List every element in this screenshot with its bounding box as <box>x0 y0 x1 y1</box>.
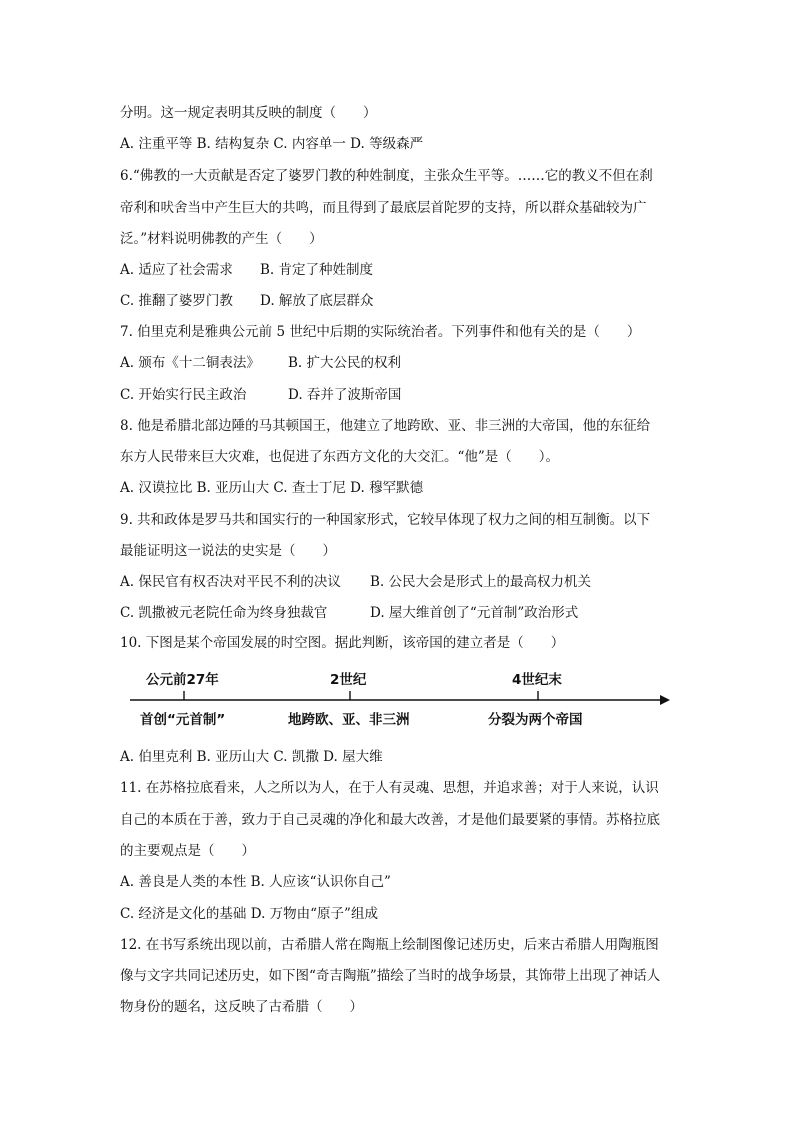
empire-timeline <box>120 664 680 734</box>
timeline-date: 2世纪 <box>330 672 367 688</box>
question-12-text: 像与文字共同记述历史，如下图“奇吉陶瓶”描绘了当时的战争场景，其饰带上出现了神话人 <box>120 968 661 984</box>
question-11-text: 自己的本质在于善，致力于自己灵魂的净化和最大改善，才是他们最要紧的事情。苏格拉底 <box>120 812 660 828</box>
text-line: 分明。这一规定表明其反映的制度（ ） <box>120 105 377 121</box>
answer-options: A. 伯里克利 B. 亚历山大 C. 凯撒 D. 屋大维 <box>120 749 383 765</box>
question-9-text: 最能证明这一说法的史实是（ ） <box>120 543 336 559</box>
option-c: C. 推翻了婆罗门教 <box>120 293 233 309</box>
option-d: D. 解放了底层群众 <box>260 293 374 309</box>
option-d: D. 吞并了波斯帝国 <box>288 387 402 403</box>
option-b: B. 扩大公民的权利 <box>288 355 402 371</box>
answer-options: A. 汉谟拉比 B. 亚历山大 C. 查士丁尼 D. 穆罕默德 <box>120 480 424 496</box>
option-a: A. 适应了社会需求 <box>120 262 233 278</box>
question-7-text: 7. 伯里克利是雅典公元前 5 世纪中后期的实际统治者。下列事件和他有关的是（ ） <box>120 324 641 340</box>
question-12-text: 12. 在书写系统出现以前，古希腊人常在陶瓶上绘制图像记述历史，后来古希腊人用陶瓶图 <box>120 937 659 953</box>
answer-options: C. 经济是文化的基础 D. 万物由“原子”组成 <box>120 906 378 922</box>
option-b: B. 公民大会是形式上的最高权力机关 <box>370 574 592 590</box>
question-10-text: 10. 下图是某个帝国发展的时空图。据此判断，该帝国的建立者是（ ） <box>120 635 565 651</box>
answer-options: A. 注重平等 B. 结构复杂 C. 内容单一 D. 等级森严 <box>120 136 424 152</box>
answer-options <box>120 354 684 372</box>
answer-options <box>120 573 684 591</box>
timeline-event: 首创“元首制” <box>140 712 226 728</box>
question-11-text: 11. 在苏格拉底看来，人之所以为人，在于人有灵魂、思想，并追求善；对于人来说，认识 <box>120 780 659 796</box>
option-c: C. 凯撒被元老院任命为终身独裁官 <box>120 605 328 621</box>
question-6-text: 6.“佛教的一大贡献是否定了婆罗门教的种姓制度，主张众生平等。……它的教义不但在刹 <box>120 168 653 184</box>
option-d: D. 屋大维首创了“元首制”政治形式 <box>370 605 579 621</box>
option-a: A. 颁布《十二铜表法》 <box>120 355 260 371</box>
answer-options <box>120 604 684 622</box>
answer-options <box>120 261 684 279</box>
question-11-text: 的主要观点是（ ） <box>120 843 255 859</box>
answer-options: A. 善良是人类的本性 B. 人应该“认识你自己” <box>120 874 391 890</box>
question-12-text: 物身份的题名，这反映了古希腊（ ） <box>120 999 363 1015</box>
question-8-text: 8. 他是希腊北部边陲的马其顿国王，他建立了地跨欧、亚、非三洲的大帝国，他的东征给 <box>120 418 651 434</box>
option-c: C. 开始实行民主政治 <box>120 387 247 403</box>
question-6-text: 帝利和吠舍当中产生巨大的共鸣，而且得到了最底层首陀罗的支持，所以群众基础较为广 <box>120 200 647 216</box>
question-8-text: 东方人民带来巨大灾难，也促进了东西方文化的大交汇。“他”是（ ）。 <box>120 449 560 465</box>
timeline-date: 公元前27年 <box>146 672 219 688</box>
option-b: B. 肯定了种姓制度 <box>260 262 374 278</box>
timeline-event: 分裂为两个帝国 <box>488 712 583 728</box>
timeline-event: 地跨欧、亚、非三洲 <box>288 712 410 728</box>
question-6-text: 泛。”材料说明佛教的产生（ ） <box>120 231 323 247</box>
answer-options <box>120 292 684 310</box>
timeline-date: 4世纪末 <box>512 672 562 688</box>
answer-options <box>120 386 684 404</box>
question-9-text: 9. 共和政体是罗马共和国实行的一种国家形式，它较早体现了权力之间的相互制衡。以下 <box>120 512 651 528</box>
option-a: A. 保民官有权否决对平民不利的决议 <box>120 574 341 590</box>
